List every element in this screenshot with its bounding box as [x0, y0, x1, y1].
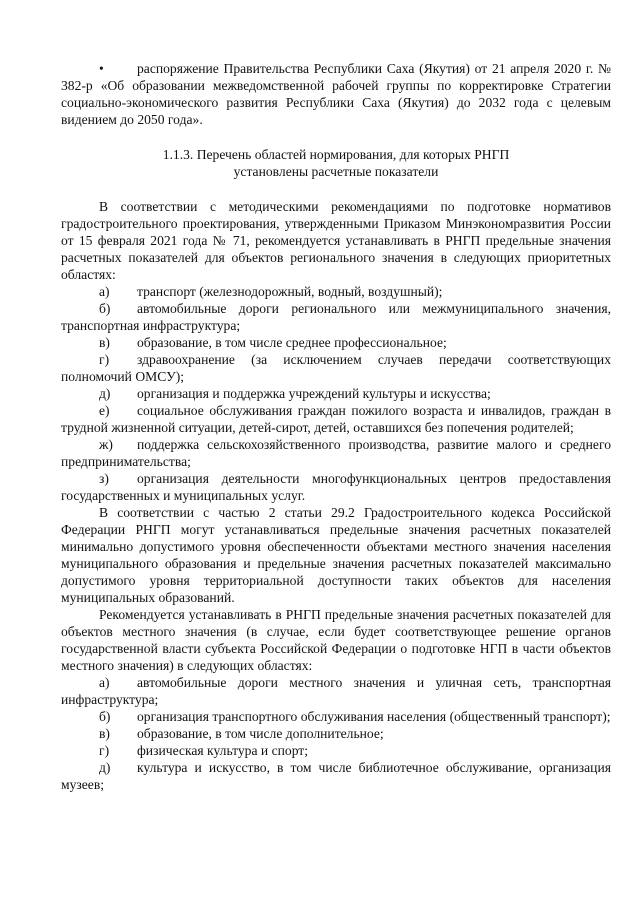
list-item-text: образование, в том числе дополнительное;: [137, 726, 384, 741]
list-item-text: здравоохранение (за исключением случаев передачи соответствующих полномочий ОМСУ);: [61, 352, 611, 384]
list-item-text: организация транспортного обслуживания населения (общественный транспорт);: [137, 709, 611, 724]
section-heading-line-2: установлены расчетные показатели: [233, 164, 439, 179]
list-item: [61, 300, 611, 334]
section-heading-line-1: 1.1.3. Перечень областей нормирования, для которых РНГП: [162, 147, 510, 162]
list-item-marker: г): [99, 352, 110, 367]
list-item-text: культура и искусство, в том числе библиотечное обслуживание, организация музеев;: [61, 760, 611, 792]
list-item: [61, 402, 611, 436]
document-page: [61, 60, 611, 793]
list-item-marker: ж): [99, 437, 113, 452]
bullet-text: распоряжение Правительства Республики Саха (Якутия) от 21 апреля 2020 г. № 382-р «Об образовании межведомственной рабочей группы по корректировке Стратегии социально-экономического развития Республики Саха (Якутия) до 2032 года с целевым видением до 2050 года».: [61, 61, 611, 127]
list-item-marker: в): [99, 335, 110, 350]
list-item: [61, 436, 611, 470]
list-item-marker: а): [99, 675, 110, 690]
bullet-marker: •: [99, 61, 104, 76]
list-item-marker: б): [99, 301, 111, 316]
list-item-text: физическая культура и спорт;: [137, 743, 309, 758]
list-item-marker: б): [99, 709, 111, 724]
bullet-item: [61, 60, 611, 128]
list-item-text: образование, в том числе среднее профессиональное;: [137, 335, 447, 350]
list-item: [61, 351, 611, 385]
list-item: [61, 742, 611, 759]
list-item: [61, 725, 611, 742]
local-areas-list: [61, 674, 611, 793]
list-item-text: поддержка сельскохозяйственного производства, развитие малого и среднего предпринимательства;: [61, 437, 611, 469]
intro-paragraph-1: В соответствии с методическими рекомендациями по подготовке нормативов градостроительного проектирования, утвержденными Приказом Минэкономразвития России от 15 февраля 2021 года № 71, рекомендуется устанавливать в РНГП предельные значения расчетных показателей для объектов регионального значения в следующих приоритетных областях:: [61, 199, 611, 282]
list-item-marker: д): [99, 760, 111, 775]
list-item: [61, 385, 611, 402]
list-item: [61, 708, 611, 725]
list-item: [61, 759, 611, 793]
list-item-marker: е): [99, 403, 110, 418]
list-item-marker: д): [99, 386, 111, 401]
list-item: [61, 334, 611, 351]
list-item-text: автомобильные дороги местного значения и уличная сеть, транспортная инфраструктура;: [61, 675, 611, 707]
list-item: [61, 674, 611, 708]
list-item: [61, 470, 611, 504]
list-item-text: автомобильные дороги регионального или межмуниципального значения, транспортная инфраструктура;: [61, 301, 611, 333]
intro-paragraph-3: Рекомендуется устанавливать в РНГП предельные значения расчетных показателей для объектов местного значения (в случае, если будет соответствующее решение органов государственной власти субъекта Российской Федерации о подготовке НГП в части объектов местного значения) в следующих областях:: [61, 607, 611, 673]
regional-areas-list: [61, 283, 611, 504]
list-item-marker: в): [99, 726, 110, 741]
list-item-marker: г): [99, 743, 110, 758]
list-item-text: социальное обслуживания граждан пожилого возраста и инвалидов, граждан в трудной жизненной ситуации, детей-сирот, детей, оставшихся без попечения родителей;: [61, 403, 611, 435]
list-item-marker: а): [99, 284, 110, 299]
list-item: [61, 283, 611, 300]
intro-paragraph-2: В соответствии с частью 2 статьи 29.2 Градостроительного кодекса Российской Федерации РНГП могут устанавливаться предельные значения расчетных показателей минимально допустимого уровня обеспеченности объектами местного значения населения муниципального образования и предельные значения расчетных показателей максимально допустимого уровня территориальной доступности таких объектов для населения муниципальных образований.: [61, 505, 611, 605]
section-heading: [61, 146, 611, 180]
list-item-marker: з): [99, 471, 109, 486]
list-item-text: транспорт (железнодорожный, водный, воздушный);: [137, 284, 443, 299]
list-item-text: организация и поддержка учреждений культуры и искусства;: [137, 386, 491, 401]
list-item-text: организация деятельности многофункциональных центров предоставления государственных и муниципальных услуг.: [61, 471, 611, 503]
